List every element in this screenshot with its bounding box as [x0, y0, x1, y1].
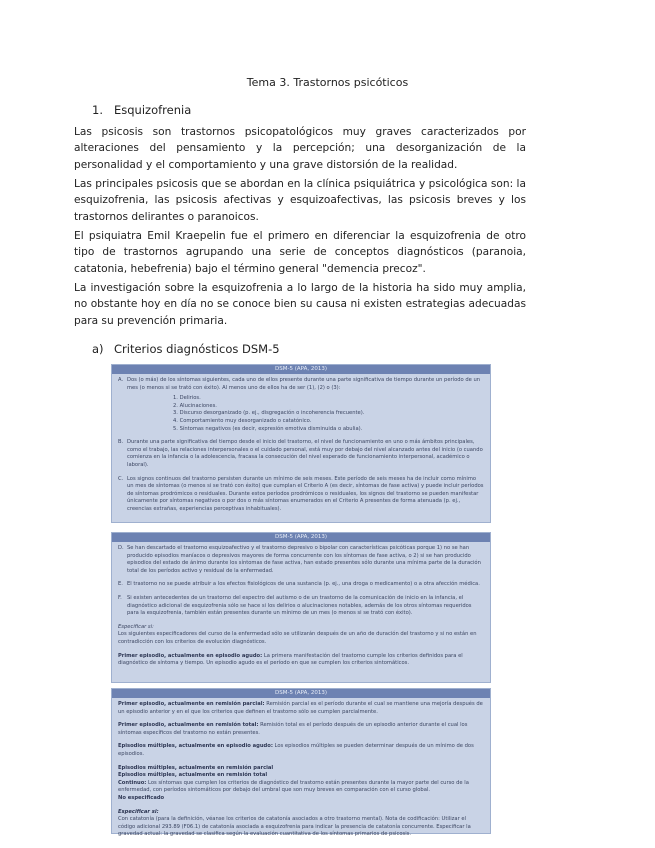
criterion-label: D. — [118, 545, 124, 551]
specifier-name: Primer episodio, actualmente en remisión parcial: — [118, 701, 265, 707]
specify-text: Los siguientes especificadores del curso de la enfermedad sólo se utilizarán después de un año de duración del trastorno y si no están en contradicción con los criterios de evolución diagnósticos. — [118, 631, 477, 645]
criterion-text: Los signos continuos del trastorno persisten durante un mínimo de seis meses. Este período de seis meses ha de incluir como mínimo un mes de síntomas (o menos si se trató con éxito) que cumplan el Criterio A (es decir, síntomas de fase activa) y puede incluir períodos de síntomas prodrómicos o residuales. Durante estos períodos prodrómicos o residuales, los signos del trastorno se pueden manifestar únicamente por síntomas negativos o por dos o más síntomas enumerados en el Criterio A presentes de forma atenuada (p. ej., creencias extrañas, experiencias perceptivas inhabituales). — [127, 475, 484, 512]
paragraph-2: Las principales psicosis que se abordan en la clínica psiquiátrica y psicológica son: la esquizofrenia, las psicosis afectivas y esquizoafectivas, las psicosis breves y los trastornos delirantes o paranoicos. — [74, 178, 526, 223]
specifier-line — [118, 780, 484, 795]
first-episode-acute — [118, 653, 484, 668]
specifier-name: Primer episodio, actualmente en remisión total: — [118, 722, 259, 729]
specifier-text: Los episodios múltiples se pueden determinar después de un mínimo de dos episodios. — [118, 743, 474, 757]
box-header: DSM-5 (APA, 2013) — [112, 533, 490, 542]
criterion-text: Dos (o más) de los síntomas siguientes, cada uno de ellos presente durante una parte significativa de tiempo durante un período de un mes (o menos si se trató con éxito). Al menos uno de ellos ha de ser (1), (2) o (3): — [127, 377, 481, 391]
specifier-name: Episodios múltiples, actualmente en remisión parcial — [118, 764, 274, 771]
paragraph-4: La investigación sobre la esquizofrenia a lo largo de la historia ha sido muy amplia, no obstante hoy en día no se conoce bien su causa ni existen estrategias adecuadas para su prevención primaria. — [74, 282, 526, 327]
list-item: 2. Alucinaciones. — [173, 402, 217, 409]
specifier-text: La primera manifestación del trastorno cumple los criterios definidos para el diagnóstico de síntoma y tiempo. Un episodio agudo es el período en que se cumplen los criterios sintomáticos. — [118, 652, 463, 667]
specifier-name: Episodios múltiples, actualmente en remisión total — [118, 772, 268, 779]
dsm5-criteria-box-2 — [111, 532, 491, 683]
paragraph-3: El psiquiatra Emil Kraepelin fue el primero en diferenciar la esquizofrenia de otro tipo de trastornos agrupando una serie de conceptos diagnósticos (paranoia, catatonia, hebefrenia) bajo el término general "demencia precoz". — [74, 230, 526, 275]
criterion-b — [118, 439, 484, 469]
criterion-e — [118, 581, 484, 589]
criterion-d — [118, 545, 484, 575]
specifier-name: Primer episodio, actualmente en episodio agudo: — [118, 652, 263, 659]
symptom-list — [118, 395, 484, 433]
specifier-line — [118, 722, 484, 737]
criterion-text: Se han descartado el trastorno esquizoafectivo y el trastorno depresivo o bipolar con características psicóticas porque 1) no se han producido episodios maníacos o depresivos mayores de forma concurrente con los síntomas de fase activa, o 2) si se han producido episodios del estado de ánimo durante los síntomas de fase activa, han estado presentes sólo durante una mínima parte de la duración total de los períodos activo y residual de la enfermedad. — [127, 545, 481, 574]
dsm5-criteria-box-1 — [111, 364, 491, 523]
section-heading-esquizofrenia — [92, 103, 191, 117]
criterion-text: El trastorno no se puede atribuir a los efectos fisiológicos de una sustancia (p. ej., una droga o medicamento) o a otra afección médica. — [127, 581, 480, 588]
specifier-line — [118, 772, 484, 780]
specifier-name: Continuo: — [118, 779, 147, 786]
criterion-label: C. — [118, 475, 124, 482]
subsection-number: a) — [92, 342, 104, 356]
specifier-text: Remisión parcial es el período durante el cual se mantiene una mejoría después de un episodio anterior y en el que los criterios que definen el trastorno sólo se cumplen parcialmente. — [118, 701, 483, 715]
box-header: DSM-5 (APA, 2013) — [112, 365, 490, 374]
specify-text: Con catatonía (para la definición, véanse los criterios de catatonía asociados a otro trastorno mental). Nota de codificación: Utilizar el código adicional 293.89 (F06.1) de catatonía asociada a esquizofrenia para indicar la presencia de catatonía concurrente. Especificar la gravedad actual: la gravedad se clasifica según la evaluación cuantitativa de los síntomas primarios de psicosis. — [118, 816, 471, 838]
specifier-line — [118, 701, 484, 716]
criterion-label: E. — [118, 581, 123, 588]
list-item: 4. Comportamiento muy desorganizado o catatónico. — [173, 417, 312, 424]
list-item: 5. Síntomas negativos (es decir, expresión emotiva disminuida o abulia). — [173, 425, 363, 432]
specifier-line — [118, 743, 484, 758]
criterion-c — [118, 476, 484, 514]
specifier-name: No especificado — [118, 794, 165, 801]
list-item: 1. Delirios. — [173, 395, 201, 402]
criterion-label: B. — [118, 439, 124, 446]
document-title: Tema 3. Trastornos psicóticos — [246, 76, 409, 89]
criterion-text: Si existen antecedentes de un trastorno del espectro del autismo o de un trastorno de la comunicación de inicio en la infancia, el diagnóstico adicional de esquizofrenia sólo se hace si los delirios o alucinaciones notables, además de los otros síntomas requeridos para la esquizofrenia, también están presentes durante un mínimo de un mes (o menos si se trató con éxito). — [127, 594, 472, 617]
subsection-label: Criterios diagnósticos DSM-5 — [114, 342, 280, 356]
specifier-line — [118, 795, 484, 803]
criterion-text: Durante una parte significativa del tiempo desde el inicio del trastorno, el nivel de funcionamiento en uno o más ámbitos principales, como el trabajo, las relaciones interpersonales o el cuidado personal, está muy por debajo del nivel alcanzado antes del inicio (o cuando comienza en la infancia o la adolescencia, fracasa la consecución del nivel esperado de funcionamiento interpersonal, académico o laboral). — [127, 439, 483, 468]
specifier-text: Remisión total es el período después de un episodio anterior durante el cual los síntomas específicos del trastorno no están presentes. — [118, 722, 468, 736]
section-label: Esquizofrenia — [114, 103, 192, 117]
criterion-a — [118, 377, 484, 392]
box-header: DSM-5 (APA, 2013) — [112, 689, 490, 698]
dsm5-criteria-box-3 — [111, 688, 491, 838]
criterion-label: A. — [118, 377, 124, 383]
criterion-label: F. — [118, 594, 122, 601]
subsection-heading-criterios — [92, 342, 280, 356]
paragraph-1: Las psicosis son trastornos psicopatológicos muy graves caracterizados por alteraciones del pensamiento y la percepción; una desorganización de la personalidad y el comportamiento y una grave distorsión de la realidad. — [74, 126, 526, 171]
specify-title: Especificar si: — [118, 808, 159, 815]
section-number: 1. — [92, 103, 103, 117]
specifier-name: Episodios múltiples, actualmente en episodio agudo: — [118, 743, 273, 750]
criterion-f — [118, 595, 484, 618]
specify-title: Especificar si: — [118, 623, 154, 630]
specifier-text: Los síntomas que cumplen los criterios de diagnóstico del trastorno están presentes durante la mayor parte del curso de la enfermedad, con períodos sintomáticos por debajo del umbral que son muy breves en comparación con el curso global. — [118, 779, 469, 794]
list-item: 3. Discurso desorganizado (p. ej., disgregación o incoherencia frecuente). — [173, 410, 365, 417]
